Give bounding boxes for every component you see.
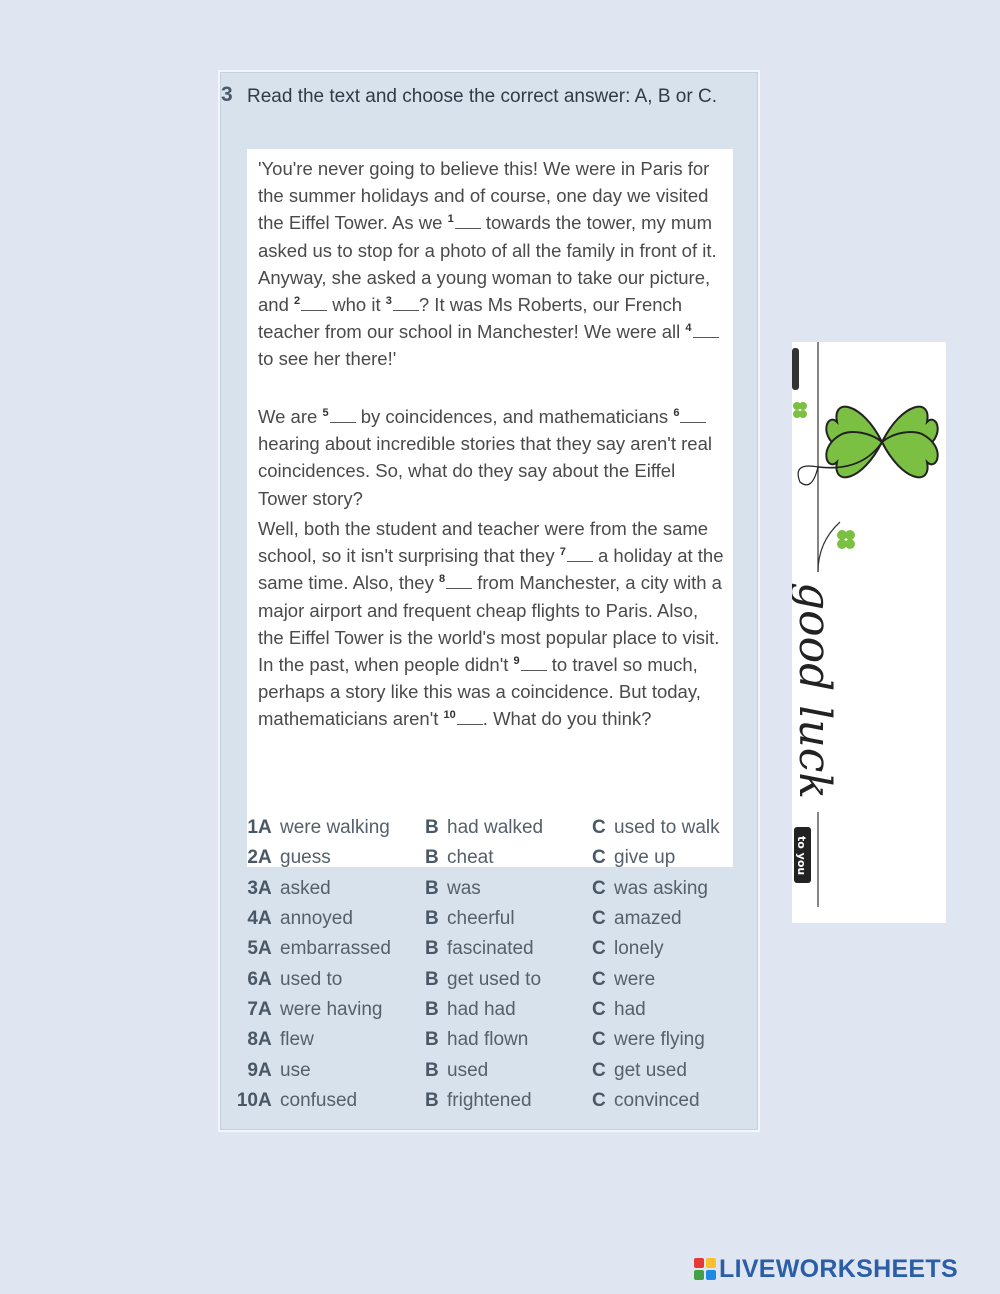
letter-c: C (592, 938, 606, 960)
gap-5[interactable]: 5 (322, 403, 355, 430)
option-c[interactable]: was asking (614, 877, 708, 899)
liveworksheets-logo (694, 1255, 958, 1284)
option-b[interactable]: cheerful (447, 908, 515, 930)
option-b[interactable]: had walked (447, 817, 544, 839)
option-row (233, 995, 754, 1025)
option-b[interactable]: had flown (447, 1029, 529, 1051)
question-number: 8 (247, 1029, 258, 1051)
option-a[interactable]: used to (280, 968, 343, 990)
gap-7[interactable]: 7 (560, 542, 593, 569)
question-number: 7 (247, 998, 258, 1020)
gap-1[interactable]: 1 (448, 209, 481, 236)
letter-b: B (425, 817, 439, 839)
liveworksheets-logo-icon (694, 1258, 716, 1280)
small-clover-icon (793, 402, 807, 418)
option-b[interactable]: had had (447, 998, 516, 1020)
passage-paragraph-1: 'You're never going to believe this! We were in Paris for the summer holidays and of course, one day we visited the Eiffel Tower. As we $^1$ towards the tower, my mum asked us to stop for a photo of all the family in front of it. Anyway, she asked a young woman to take our picture, and $^2$ who it $^3$ ? It was Ms Roberts, our French teacher from our school in Manchester! We were all $^4$ to see her there!' (258, 158, 717, 370)
letter-c: C (592, 877, 606, 899)
option-a[interactable]: use (280, 1059, 311, 1081)
answer-options-table (233, 813, 754, 1116)
small-clover-icon-2 (837, 530, 855, 549)
to-you-tag: to you (795, 836, 808, 876)
letter-a: A (258, 877, 272, 899)
letter-b: B (425, 908, 439, 930)
gap-9[interactable]: 9 (514, 651, 547, 678)
option-row (233, 874, 754, 904)
option-row (233, 813, 754, 843)
option-b[interactable]: was (447, 877, 481, 899)
option-row (233, 1086, 754, 1116)
liveworksheets-wordmark: LIVEWORKSHEETS (719, 1255, 958, 1283)
letter-a: A (258, 968, 272, 990)
exercise-instruction: Read the text and choose the correct answer: A, B or C. (247, 86, 717, 107)
option-row (233, 904, 754, 934)
letter-c: C (592, 908, 606, 930)
passage-paragraph-3: Well, both the student and teacher were from the same school, so it isn't surprising that they $^7$ a holiday at the same time. Also, they $^8$ from Manchester, a city with a major airport and frequent cheap flights to Paris. Also, the Eiffel Tower is the world's most popular place to visit. In the past, when people didn't $^9$ to travel so much, perhaps a story like this was a coincidence. But today, mathematicians aren't $^{10}$ . What do you think? (258, 515, 728, 733)
option-c[interactable]: were (614, 968, 656, 990)
option-a[interactable]: were walking (280, 817, 390, 839)
option-row (233, 934, 754, 964)
letter-b: B (425, 1029, 439, 1051)
question-number: 1 (247, 817, 258, 839)
option-b[interactable]: frightened (447, 1089, 532, 1111)
letter-c: C (592, 817, 606, 839)
question-number: 9 (247, 1059, 258, 1081)
clover-illustration (792, 342, 946, 923)
letter-c: C (592, 968, 606, 990)
question-number: 6 (247, 968, 258, 990)
option-c[interactable]: convinced (614, 1089, 700, 1111)
letter-c: C (592, 998, 606, 1020)
gap-3[interactable]: 3 (386, 291, 419, 318)
passage-paragraph-2: We are $^5$ by coincidences, and mathematicians $^6$ hearing about incredible stories that they say aren't real coincidences. So, what do they say about the Eiffel Tower story? (258, 403, 728, 512)
letter-a: A (258, 1059, 272, 1081)
option-b[interactable]: fascinated (447, 938, 534, 960)
option-row (233, 1025, 754, 1055)
letter-a: A (258, 998, 272, 1020)
option-row (233, 1055, 754, 1085)
letter-b: B (425, 968, 439, 990)
option-row (233, 964, 754, 994)
exercise-number: 3 (221, 83, 233, 106)
option-c[interactable]: lonely (614, 938, 664, 960)
option-a[interactable]: confused (280, 1089, 358, 1111)
letter-c: C (592, 1089, 606, 1111)
large-clover-icon (798, 407, 938, 485)
letter-b: B (425, 847, 439, 869)
option-row (233, 843, 754, 873)
letter-c: C (592, 847, 606, 869)
option-a[interactable]: asked (280, 877, 331, 899)
gap-6[interactable]: 6 (673, 403, 706, 430)
letter-a: A (258, 1029, 272, 1051)
letter-a: A (258, 908, 272, 930)
letter-c: C (592, 1029, 606, 1051)
option-b[interactable]: used (447, 1059, 489, 1081)
question-number: 2 (247, 847, 258, 869)
letter-b: B (425, 1089, 439, 1111)
option-a[interactable]: annoyed (280, 908, 353, 930)
option-c[interactable]: used to walk (614, 817, 720, 839)
letter-c: C (592, 1059, 606, 1081)
exercise-card (220, 72, 758, 1130)
option-a[interactable]: guess (280, 847, 331, 869)
option-c[interactable]: had (614, 998, 646, 1020)
question-number: 3 (247, 877, 258, 899)
gap-4[interactable]: 4 (685, 318, 718, 345)
good-luck-card (792, 342, 946, 923)
letter-b: B (425, 938, 439, 960)
option-a[interactable]: were having (280, 998, 383, 1020)
letter-a: A (258, 1089, 272, 1111)
option-c[interactable]: give up (614, 847, 676, 869)
good-luck-script: good luck (792, 582, 840, 800)
question-number: 5 (247, 938, 258, 960)
option-b[interactable]: get used to (447, 968, 542, 990)
letter-a: A (258, 938, 272, 960)
gap-2[interactable]: 2 (294, 291, 327, 318)
option-b[interactable]: cheat (447, 847, 494, 869)
letter-b: B (425, 1059, 439, 1081)
edge-tab (792, 348, 799, 390)
option-c[interactable]: get used (614, 1059, 687, 1081)
option-a[interactable]: flew (280, 1029, 314, 1051)
letter-a: A (258, 817, 272, 839)
option-c[interactable]: amazed (614, 908, 682, 930)
gap-8[interactable]: 8 (439, 569, 472, 596)
question-number: 10 (236, 1089, 258, 1111)
reading-passage (247, 149, 733, 867)
letter-b: B (425, 877, 439, 899)
gap-10[interactable]: 10 (444, 705, 483, 732)
option-c[interactable]: were flying (614, 1029, 705, 1051)
option-a[interactable]: embarrassed (280, 938, 391, 960)
letter-b: B (425, 998, 439, 1020)
question-number: 4 (247, 908, 258, 930)
letter-a: A (258, 847, 272, 869)
